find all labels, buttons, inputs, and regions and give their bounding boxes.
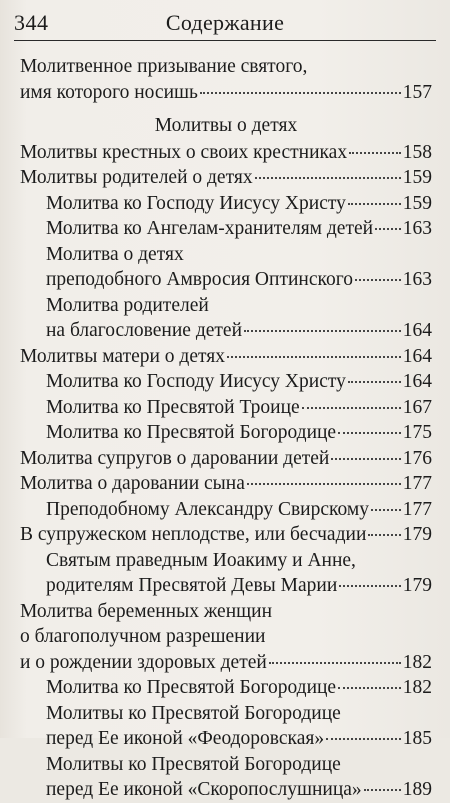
toc-entry-text: Молитва ко Пресвятой Богородице	[46, 677, 337, 698]
dot-leader	[227, 355, 401, 358]
dot-leader	[302, 406, 401, 409]
dot-leader	[331, 457, 400, 460]
dot-leader	[338, 431, 401, 434]
toc-entry[interactable]	[20, 165, 432, 191]
toc-entry-text: Молитва ко Господу Иисусу Христу	[46, 192, 346, 214]
page-number: 344	[14, 10, 49, 35]
toc-entry[interactable]	[20, 471, 432, 497]
toc-entry-text: Молитвы ко Пресвятой Богородице	[46, 753, 341, 775]
dot-leader	[247, 482, 401, 485]
toc-page-number: 159	[402, 167, 432, 188]
toc-entry-text: Молитвы крестных о своих крестниках	[20, 141, 348, 163]
dot-leader	[371, 508, 401, 511]
toc-entry[interactable]	[20, 701, 432, 752]
toc-entry-text: Молитва супругов о даровании детей	[20, 447, 330, 469]
toc-entry-leader-line	[20, 471, 432, 497]
toc-entry-leader-line	[46, 497, 432, 523]
toc-entry-text: Молитва о детях	[46, 243, 184, 265]
toc-entry[interactable]	[20, 293, 432, 344]
toc-page-number: 163	[402, 269, 432, 290]
toc-entry-leader-line	[46, 573, 432, 599]
toc-entry-text: имя которого носишь	[20, 81, 198, 103]
toc-entry-leader-line	[46, 777, 432, 803]
toc-entry-text: Молитвы ко Пресвятой Богородице	[46, 702, 341, 724]
toc-entry-text: Молитва родителей	[46, 294, 209, 316]
toc-entry[interactable]	[20, 599, 432, 676]
toc-page-number: 157	[402, 81, 432, 103]
toc-page-number: 185	[402, 728, 432, 749]
table-of-contents	[20, 54, 432, 803]
toc-entry[interactable]	[20, 344, 432, 370]
dot-leader	[348, 380, 401, 383]
toc-page-number: 179	[402, 524, 432, 545]
toc-entry[interactable]	[20, 752, 432, 803]
toc-entry-leader-line	[46, 267, 432, 293]
toc-entry-leader-line	[46, 395, 432, 421]
toc-entry-text: Молитвенное призывание святого,	[20, 56, 308, 77]
toc-page-number: 182	[402, 651, 432, 673]
toc-entry-text: на благословение детей	[46, 320, 243, 341]
dot-leader	[244, 329, 401, 332]
toc-entry-leader-line	[20, 446, 432, 472]
toc-entry[interactable]	[20, 522, 432, 548]
toc-page-number: 176	[402, 447, 432, 469]
toc-entry[interactable]	[20, 497, 432, 523]
toc-entry-leader-line	[46, 318, 432, 344]
dot-leader	[375, 227, 401, 230]
toc-entry-text: Молитва беременных женщин	[20, 600, 273, 622]
toc-page-number: 164	[402, 371, 432, 392]
toc-entry-leader-line	[20, 344, 432, 370]
toc-entry-text: о благополучном разрешении	[20, 626, 266, 647]
toc-entry[interactable]	[20, 54, 432, 105]
toc-page-number: 158	[402, 141, 432, 163]
toc-entry-leader-line	[46, 420, 432, 446]
section-title: Молитвы о детях	[154, 115, 298, 136]
toc-entry[interactable]	[20, 395, 432, 421]
toc-entry[interactable]	[20, 216, 432, 242]
toc-entry-leader-line	[46, 675, 432, 701]
toc-entry-text: перед Ее иконой «Феодоровская»	[46, 728, 325, 749]
toc-entry-text: Молитва ко Господу Иисусу Христу	[46, 371, 346, 392]
dot-leader	[364, 788, 401, 791]
dot-leader	[355, 278, 401, 281]
dot-leader	[339, 584, 400, 587]
toc-page-number: 182	[402, 677, 432, 698]
dot-leader	[349, 151, 401, 154]
toc-entry-leader-line	[20, 80, 432, 106]
dot-leader	[255, 176, 401, 179]
toc-entry-text: Молитвы родителей о детях	[20, 167, 253, 188]
toc-entry[interactable]	[20, 191, 432, 217]
toc-entry-leader-line	[46, 191, 432, 217]
dot-leader	[338, 686, 401, 689]
toc-page-number: 164	[402, 345, 432, 367]
toc-page-number: 159	[402, 192, 432, 214]
toc-entry-text: преподобного Амвросия Оптинского	[46, 269, 353, 290]
toc-page-number: 177	[402, 473, 432, 494]
toc-entry-text: Молитвы матери о детях	[20, 345, 225, 367]
toc-entry[interactable]	[20, 369, 432, 395]
toc-entry-text: Молитва ко Ангелам-хранителям детей	[46, 218, 374, 239]
toc-page-number: 164	[402, 320, 432, 341]
dot-leader	[269, 661, 401, 664]
page-header	[14, 8, 436, 41]
toc-page-number: 179	[402, 575, 432, 596]
toc-page-number: 175	[402, 422, 432, 443]
toc-entry-leader-line	[46, 726, 432, 752]
running-head: Содержание	[165, 10, 285, 35]
toc-entry-text: и о рождении здоровых детей	[20, 651, 267, 673]
dot-leader	[368, 533, 400, 536]
toc-entry-text: перед Ее иконой «Скоропослушница»	[46, 779, 362, 800]
toc-entry[interactable]	[20, 446, 432, 472]
toc-entry[interactable]	[20, 548, 432, 599]
toc-entry-leader-line	[20, 522, 432, 548]
toc-entry-text: Молитва ко Пресвятой Богородице	[46, 422, 337, 443]
dot-leader	[200, 91, 401, 94]
toc-entry[interactable]	[20, 242, 432, 293]
toc-entry-leader-line	[20, 165, 432, 191]
toc-entry-text: Молитва о даровании сына	[20, 473, 245, 494]
toc-entry[interactable]	[20, 675, 432, 701]
toc-entry-text: В супружеском неплодстве, или бесчадии	[20, 524, 367, 545]
toc-entry-leader-line	[46, 369, 432, 395]
toc-page-number: 163	[402, 218, 432, 239]
toc-page-number: 167	[402, 396, 432, 418]
toc-entry-text: Преподобному Александру Свирскому	[46, 498, 369, 520]
dot-leader	[348, 202, 401, 205]
toc-entry-leader-line	[20, 140, 432, 166]
dot-leader	[326, 737, 401, 740]
toc-entry-text: Молитва ко Пресвятой Троице	[46, 396, 300, 418]
toc-page-number: 177	[402, 498, 432, 520]
toc-entry[interactable]	[20, 140, 432, 166]
toc-entry-text: Святым праведным Иоакиму и Анне,	[46, 549, 356, 571]
toc-entry-leader-line	[46, 216, 432, 242]
toc-entry-leader-line	[20, 650, 432, 676]
toc-entry-text: родителям Пресвятой Девы Марии	[46, 575, 338, 596]
toc-entries-list	[20, 140, 432, 803]
toc-page-number: 189	[402, 779, 432, 800]
toc-entry[interactable]	[20, 420, 432, 446]
